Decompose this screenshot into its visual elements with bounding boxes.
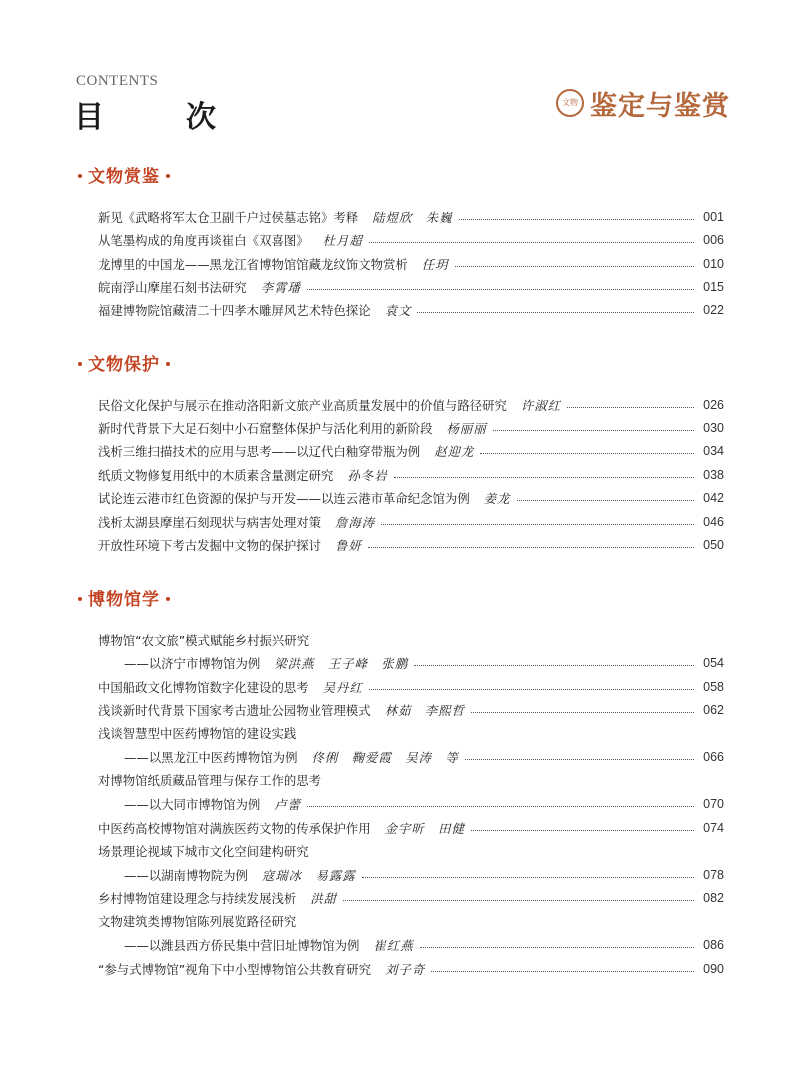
toc-entry[interactable] [98, 440, 724, 462]
entry-author: 卢蕾 [274, 797, 302, 812]
entry-subtitle: ——以济宁市博物馆为例 [124, 656, 261, 671]
section-heading-museology: 博物馆学 [78, 585, 170, 610]
entry-title: 对博物馆纸质藏品管理与保存工作的思考 [98, 773, 322, 788]
entry-author: 崔红燕 [373, 938, 414, 953]
toc-entry[interactable] [98, 511, 724, 533]
entry-page: 078 [703, 868, 724, 882]
toc-entry[interactable] [98, 276, 724, 298]
entry-title: 新见《武略将军太仓卫副千户过侯墓志铭》考释 [98, 210, 359, 225]
toc-entry[interactable] [124, 652, 724, 674]
entry-page: 042 [703, 491, 724, 505]
toc-entry-heading[interactable] [98, 769, 724, 791]
entry-page: 046 [703, 515, 724, 529]
entry-title: 龙博里的中国龙——黑龙江省博物馆馆藏龙纹饰文物赏析 [98, 257, 408, 272]
entry-page: 062 [703, 703, 724, 717]
toc-entry[interactable] [98, 299, 724, 321]
contents-label: CONTENTS [76, 73, 159, 89]
entry-page: 034 [703, 444, 724, 458]
entry-title: 乡村博物馆建设理念与持续发展浅析 [98, 891, 297, 906]
entry-title: 文物建筑类博物馆陈列展览路径研究 [98, 914, 297, 929]
entry-title: 新时代背景下大足石刻中小石窟整体保护与活化利用的新阶段 [98, 421, 433, 436]
entry-title: 博物馆“农文旅”模式赋能乡村振兴研究 [98, 633, 310, 648]
toc-entry[interactable] [124, 746, 724, 768]
toc-entry-heading[interactable] [98, 840, 724, 862]
entry-page: 090 [703, 962, 724, 976]
page-title: 目 次 [74, 100, 242, 135]
toc-entry[interactable] [98, 464, 724, 486]
toc-entry[interactable] [98, 534, 724, 556]
entry-author: 袁文 [384, 303, 412, 318]
entry-page: 015 [703, 280, 724, 294]
entry-page: 050 [703, 538, 724, 552]
entry-author: 姜龙 [483, 491, 511, 506]
magazine-logo [556, 84, 736, 122]
toc-entry[interactable] [98, 887, 724, 909]
entry-title: 从笔墨构成的角度再谈崔白《双喜图》 [98, 233, 309, 248]
entry-author: 孙冬岩 [347, 468, 388, 483]
entry-page: 086 [703, 938, 724, 952]
entry-author: 梁洪燕 王子峰 张鹏 [274, 656, 409, 671]
entry-author: 许淑红 [520, 398, 562, 413]
toc-entry[interactable] [98, 417, 724, 439]
logo-seal: 文物 [556, 89, 584, 117]
toc-entry[interactable] [98, 487, 724, 509]
entry-author: 佟俐 鞠爱霞 吴涛 等 [311, 750, 459, 765]
entry-page: 030 [703, 421, 724, 435]
entry-page: 054 [703, 656, 724, 670]
toc-entry-heading[interactable] [98, 722, 724, 744]
entry-subtitle: ——以大同市博物馆为例 [124, 797, 261, 812]
entry-page: 022 [703, 303, 724, 317]
entry-title: 纸质文物修复用纸中的木质素含量测定研究 [98, 468, 334, 483]
entry-author: 吴丹红 [322, 680, 363, 695]
entry-page: 066 [703, 750, 724, 764]
entry-subtitle: ——以黑龙江中医药博物馆为例 [124, 750, 298, 765]
toc-entry[interactable] [98, 817, 724, 839]
entry-author: 林茹 李熙哲 [384, 703, 465, 718]
entry-title: 中国船政文化博物馆数字化建设的思考 [98, 680, 309, 695]
toc-entry[interactable] [98, 394, 724, 416]
toc-entry[interactable] [98, 229, 724, 251]
toc-entry[interactable] [98, 253, 724, 275]
toc-entry[interactable] [124, 934, 724, 956]
toc-entry-heading[interactable] [98, 910, 724, 932]
entry-author: 鲁妍 [335, 538, 362, 553]
entry-title: 福建博物院馆藏清二十四孝木雕屏风艺术特色探论 [98, 303, 371, 318]
entry-page: 082 [703, 891, 724, 905]
entry-author: 任玥 [421, 257, 449, 272]
toc-entry[interactable] [98, 676, 724, 698]
toc-entry[interactable] [124, 793, 724, 815]
entry-author: 詹海涛 [335, 515, 376, 530]
entry-page: 070 [703, 797, 724, 811]
entry-title: 浅谈新时代背景下国家考古遗址公园物业管理模式 [98, 703, 371, 718]
entry-author: 陆煜欣 朱巍 [372, 210, 453, 225]
entry-subtitle: ——以湖南博物院为例 [124, 868, 248, 883]
entry-author: 金宇昕 田健 [384, 821, 465, 836]
entry-title: 浅析太湖县摩崖石刻现状与病害处理对策 [98, 515, 322, 530]
entry-title: “参与式博物馆”视角下中小型博物馆公共教育研究 [98, 962, 372, 977]
entry-title: 浅析三维扫描技术的应用与思考——以辽代白釉穿带瓶为例 [98, 444, 421, 459]
entry-page: 010 [703, 257, 724, 271]
entry-title: 开放性环境下考古发掘中文物的保护探讨 [98, 538, 322, 553]
entry-title: 皖南浮山摩崖石刻书法研究 [98, 280, 247, 295]
entry-title: 中医药高校博物馆对满族医药文物的传承保护作用 [98, 821, 371, 836]
logo-text: 鉴定与鉴赏 [590, 90, 730, 122]
entry-page: 026 [703, 398, 724, 412]
section-heading-relic-protection: 文物保护 [78, 350, 170, 375]
toc-entry[interactable] [98, 958, 724, 980]
entry-title: 民俗文化保护与展示在推动洛阳新文旅产业高质量发展中的价值与路径研究 [98, 398, 507, 413]
toc-entry[interactable] [98, 699, 724, 721]
entry-page: 006 [703, 233, 724, 247]
entry-page: 038 [703, 468, 724, 482]
entry-title: 场景理论视域下城市文化空间建构研究 [98, 844, 309, 859]
entry-page: 058 [703, 680, 724, 694]
entry-author: 杜月超 [322, 233, 363, 248]
entry-author: 杨丽丽 [446, 421, 487, 436]
entry-author: 寇瑞冰 易露露 [261, 868, 356, 883]
toc-entry-heading[interactable] [98, 629, 724, 651]
entry-subtitle: ——以潍县西方侨民集中营旧址博物馆为例 [124, 938, 360, 953]
entry-title: 试论连云港市红色资源的保护与开发——以连云港市革命纪念馆为例 [98, 491, 470, 506]
toc-entry[interactable] [124, 864, 724, 886]
entry-author: 李霄璠 [260, 280, 301, 295]
section-heading-relic-appreciation: 文物赏鉴 [78, 162, 170, 187]
entry-page: 074 [703, 821, 724, 835]
entry-title: 浅谈智慧型中医药博物馆的建设实践 [98, 726, 297, 741]
entry-page: 001 [703, 210, 724, 224]
toc-entry[interactable] [98, 206, 724, 228]
entry-author: 赵迎龙 [434, 444, 475, 459]
entry-author: 刘子奇 [385, 962, 426, 977]
entry-author: 洪甜 [310, 891, 338, 906]
